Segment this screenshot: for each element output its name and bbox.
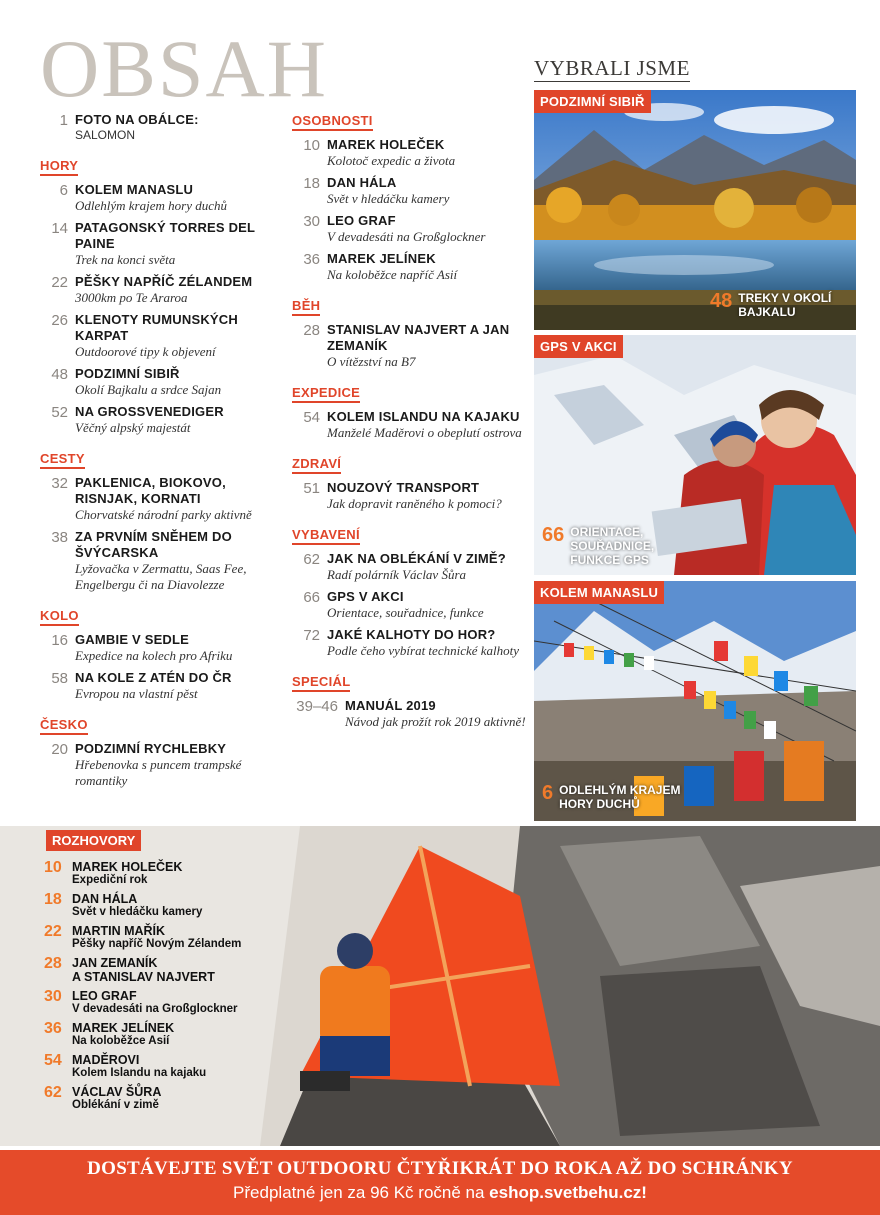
- page-number: 18: [303, 175, 320, 192]
- featured-photo-siberia[interactable]: [534, 90, 856, 330]
- section-heading: ČESKO: [40, 717, 88, 735]
- interview-title: VÁCLAV ŠŮRA: [72, 1085, 162, 1099]
- toc-entry[interactable]: [292, 589, 527, 621]
- toc-entry[interactable]: [292, 480, 527, 512]
- toc-entry[interactable]: [292, 175, 527, 207]
- toc-entry[interactable]: [292, 409, 527, 441]
- entry-subtitle: Trek na konci světa: [75, 252, 176, 267]
- caption-text: ODLEHLÝM KRAJEM HORY DUCHŮ: [559, 783, 681, 811]
- interview-subtitle: Kolem Islandu na kajaku: [72, 1067, 207, 1079]
- entry-subtitle: Na koloběžce napříč Asií: [327, 267, 458, 282]
- toc-entry[interactable]: [292, 551, 527, 583]
- interview-subtitle: A STANISLAV NAJVERT: [72, 970, 215, 984]
- caption-page-number: 48: [710, 290, 733, 312]
- banner-subline: [0, 1183, 880, 1203]
- page-number: 22: [51, 274, 68, 291]
- entry-title: PODZIMNÍ RYCHLEBKY: [75, 741, 227, 756]
- interviews-heading-wrap: [46, 830, 141, 851]
- page-number: 1: [59, 112, 68, 129]
- entry-title: STANISLAV NAJVERT A JAN ZEMANÍK: [327, 322, 510, 353]
- entry-subtitle: Manželé Maděrovi o obeplutí ostrova: [327, 425, 522, 440]
- photo-caption: [542, 783, 709, 811]
- entry-title: LEO GRAF: [327, 213, 396, 228]
- entry-title: NA KOLE Z ATÉN DO ČR: [75, 670, 232, 685]
- toc-entry[interactable]: [40, 274, 280, 306]
- entry-title: FOTO NA OBÁLCE:: [75, 112, 199, 127]
- toc-middle-column: [292, 112, 527, 744]
- entry-subtitle: Jak dopravit raněného k pomoci?: [327, 496, 502, 511]
- entry-title: PĚŠKY NAPŘÍČ ZÉLANDEM: [75, 274, 253, 289]
- section-kolo: [40, 607, 280, 702]
- interview-entry[interactable]: [44, 892, 304, 919]
- toc-entry[interactable]: [40, 404, 280, 436]
- section-heading: ZDRAVÍ: [292, 456, 341, 474]
- section-hory: [40, 157, 280, 436]
- entry-title: NA GROSSVENEDIGER: [75, 404, 224, 419]
- interview-subtitle: Pěšky napříč Novým Zélandem: [72, 938, 242, 950]
- entry-title: KOLEM MANASLU: [75, 182, 194, 197]
- section-vybaveni: [292, 526, 527, 659]
- interview-subtitle: Svět v hledáčku kamery: [72, 906, 203, 918]
- page-number: 30: [303, 213, 320, 230]
- toc-entry[interactable]: [40, 312, 280, 360]
- interview-page-number: 10: [44, 859, 62, 876]
- page-number: 14: [51, 220, 68, 237]
- toc-left-column: [40, 112, 280, 803]
- interview-title: MAREK JELÍNEK: [72, 1021, 175, 1035]
- interview-entry[interactable]: [44, 956, 304, 984]
- entry-subtitle: Odlehlým krajem hory duchů: [75, 198, 227, 213]
- interview-entry[interactable]: [44, 989, 304, 1016]
- interview-page-number: 22: [44, 923, 62, 940]
- page-number: 39–46: [296, 698, 338, 715]
- section-heading: SPECIÁL: [292, 674, 350, 692]
- interview-title: MADĚROVI: [72, 1053, 140, 1067]
- entry-title: MAREK JELÍNEK: [327, 251, 436, 266]
- page-number: 51: [303, 480, 320, 497]
- interview-entry[interactable]: [44, 924, 304, 951]
- entry-subtitle: Okolí Bajkalu a srdce Sajan: [75, 382, 222, 397]
- entry-title: JAK NA OBLÉKÁNÍ V ZIMĚ?: [327, 551, 506, 566]
- entry-subtitle: Evropou na vlastní pěst: [75, 686, 198, 701]
- entry-title: GPS V AKCI: [327, 589, 404, 604]
- entry-subtitle: O vítězství na B7: [327, 354, 416, 369]
- interview-title: MARTIN MAŘÍK: [72, 924, 166, 938]
- toc-entry[interactable]: [40, 475, 280, 523]
- entry-subtitle: Chorvatské národní parky aktivně: [75, 507, 252, 522]
- cover-entry[interactable]: [40, 112, 280, 143]
- banner-headline: DOSTÁVEJTE SVĚT OUTDOORU ČTYŘIKRÁT DO ROKA AŽ DO SCHRÁNKY: [87, 1158, 793, 1179]
- toc-entry[interactable]: [292, 137, 527, 169]
- interview-title: LEO GRAF: [72, 989, 137, 1003]
- section-heading: VYBAVENÍ: [292, 527, 360, 545]
- interview-page-number: 18: [44, 891, 62, 908]
- interviews-photo-panel: [0, 826, 880, 1146]
- page-number: 62: [303, 551, 320, 568]
- interview-subtitle: Oblékání v zimě: [72, 1099, 159, 1111]
- toc-entry[interactable]: [40, 529, 280, 593]
- featured-heading-wrap: [534, 56, 856, 82]
- featured-photo-gps[interactable]: [534, 335, 856, 575]
- entry-subtitle: Hřebenovka s puncem trampské romantiky: [75, 757, 242, 788]
- entry-subtitle: Orientace, souřadnice, funkce: [327, 605, 484, 620]
- interview-title: JAN ZEMANÍK: [72, 956, 158, 970]
- toc-entry[interactable]: [40, 182, 280, 214]
- interview-page-number: 62: [44, 1084, 62, 1101]
- section-heading: CESTY: [40, 451, 85, 469]
- photo-tag: KOLEM MANASLU: [534, 581, 664, 604]
- section-special: [292, 673, 527, 730]
- caption-text: TREKY V OKOLÍ BAJKALU: [738, 291, 832, 319]
- page-number: 66: [303, 589, 320, 606]
- page-number: 28: [303, 322, 320, 339]
- entry-subtitle: Expedice na kolech pro Afriku: [75, 648, 233, 663]
- page-number: 26: [51, 312, 68, 329]
- entry-title: GAMBIE V SEDLE: [75, 632, 190, 647]
- section-heading: HORY: [40, 158, 78, 176]
- entry-title: MANUÁL 2019: [345, 698, 436, 713]
- section-beh: [292, 297, 527, 370]
- interview-subtitle: V devadesáti na Großglockner: [72, 1003, 238, 1015]
- entry-subtitle: Věčný alpský majestát: [75, 420, 191, 435]
- page-number: 32: [51, 475, 68, 492]
- photo-caption: [710, 291, 838, 319]
- toc-entry[interactable]: [40, 670, 280, 702]
- toc-entry[interactable]: [292, 322, 527, 370]
- interview-entry[interactable]: [44, 1021, 304, 1048]
- toc-entry[interactable]: [292, 627, 527, 659]
- interview-entry[interactable]: [44, 860, 304, 887]
- section-heading: BĚH: [292, 298, 320, 316]
- page-number: 10: [303, 137, 320, 154]
- subscription-banner[interactable]: [0, 1150, 880, 1215]
- eshop-link[interactable]: eshop.svetbehu.cz!: [489, 1183, 647, 1202]
- toc-entry[interactable]: [292, 698, 527, 730]
- page-number: 54: [303, 409, 320, 426]
- page-title: OBSAH: [40, 23, 328, 114]
- entry-subtitle: Návod jak prožít rok 2019 aktivně!: [345, 714, 526, 729]
- page-number: 48: [51, 366, 68, 383]
- entry-title: PATAGONSKÝ TORRES DEL PAINE: [75, 220, 255, 251]
- page-number: 52: [51, 404, 68, 421]
- interview-page-number: 54: [44, 1052, 62, 1069]
- section-heading: EXPEDICE: [292, 385, 360, 403]
- interview-subtitle: Expediční rok: [72, 874, 148, 886]
- entry-subtitle: SALOMON: [75, 128, 136, 142]
- interview-subtitle: Na koloběžce Asií: [72, 1035, 170, 1047]
- photo-tag: PODZIMNÍ SIBIŘ: [534, 90, 651, 113]
- entry-title: KLENOTY RUMUNSKÝCH KARPAT: [75, 312, 238, 343]
- page-number: 38: [51, 529, 68, 546]
- section-osobnosti: [292, 112, 527, 283]
- photo-caption: [542, 525, 666, 567]
- page-number: 72: [303, 627, 320, 644]
- interview-page-number: 28: [44, 955, 62, 972]
- page-number: 58: [51, 670, 68, 687]
- interview-page-number: 30: [44, 988, 62, 1005]
- entry-title: JAKÉ KALHOTY DO HOR?: [327, 627, 496, 642]
- interviews-heading: ROZHOVORY: [46, 830, 141, 851]
- entry-title: DAN HÁLA: [327, 175, 397, 190]
- interview-entry[interactable]: [44, 1085, 304, 1112]
- toc-entry[interactable]: [292, 251, 527, 283]
- entry-title: PAKLENICA, BIOKOVO, RISNJAK, KORNATI: [75, 475, 226, 506]
- entry-title: NOUZOVÝ TRANSPORT: [327, 480, 480, 495]
- section-zdravi: [292, 455, 527, 512]
- caption-page-number: 6: [542, 782, 554, 804]
- section-cesty: [40, 450, 280, 593]
- toc-entry[interactable]: [40, 220, 280, 268]
- entry-title: ZA PRVNÍM SNĚHEM DO ŠVÝCARSKA: [75, 529, 232, 560]
- featured-heading: VYBRALI JSME: [534, 56, 690, 80]
- entry-subtitle: Kolotoč expedic a života: [327, 153, 456, 168]
- section-heading: KOLO: [40, 608, 79, 626]
- toc-entry[interactable]: [40, 741, 280, 789]
- caption-text: ORIENTACE, SOUŘADNICE, FUNKCE GPS: [570, 525, 655, 567]
- page-number: 16: [51, 632, 68, 649]
- section-cesko: [40, 716, 280, 789]
- photo-tag: GPS V AKCI: [534, 335, 623, 358]
- banner-price-text: Předplatné jen za 96 Kč ročně na: [233, 1183, 490, 1202]
- caption-page-number: 66: [542, 524, 565, 546]
- section-heading: OSOBNOSTI: [292, 113, 373, 131]
- entry-subtitle: Podle čeho vybírat technické kalhoty: [327, 643, 520, 658]
- page-number: 6: [59, 182, 68, 199]
- entry-subtitle: Radí polárník Václav Šůra: [327, 567, 467, 582]
- interview-title: MAREK HOLEČEK: [72, 860, 183, 874]
- toc-entry[interactable]: [292, 213, 527, 245]
- page-number: 36: [303, 251, 320, 268]
- page-number: 20: [51, 741, 68, 758]
- toc-entry[interactable]: [40, 366, 280, 398]
- entry-title: MAREK HOLEČEK: [327, 137, 445, 152]
- entry-subtitle: V devadesáti na Großglockner: [327, 229, 486, 244]
- interview-entry[interactable]: [44, 1053, 304, 1080]
- interview-title: DAN HÁLA: [72, 892, 138, 906]
- featured-photo-manaslu[interactable]: [534, 581, 856, 821]
- section-expedice: [292, 384, 527, 441]
- entry-subtitle: Lyžovačka v Zermattu, Saas Fee, Engelbergu či na Diavolezze: [75, 561, 247, 592]
- entry-subtitle: Outdoorové tipy k objevení: [75, 344, 216, 359]
- entry-subtitle: Svět v hledáčku kamery: [327, 191, 450, 206]
- toc-entry[interactable]: [40, 632, 280, 664]
- entry-subtitle: 3000km po Te Araroa: [75, 290, 188, 305]
- entry-title: PODZIMNÍ SIBIŘ: [75, 366, 180, 381]
- entry-title: KOLEM ISLANDU NA KAJAKU: [327, 409, 520, 424]
- interview-page-number: 36: [44, 1020, 62, 1037]
- interviews-list: [44, 860, 304, 1117]
